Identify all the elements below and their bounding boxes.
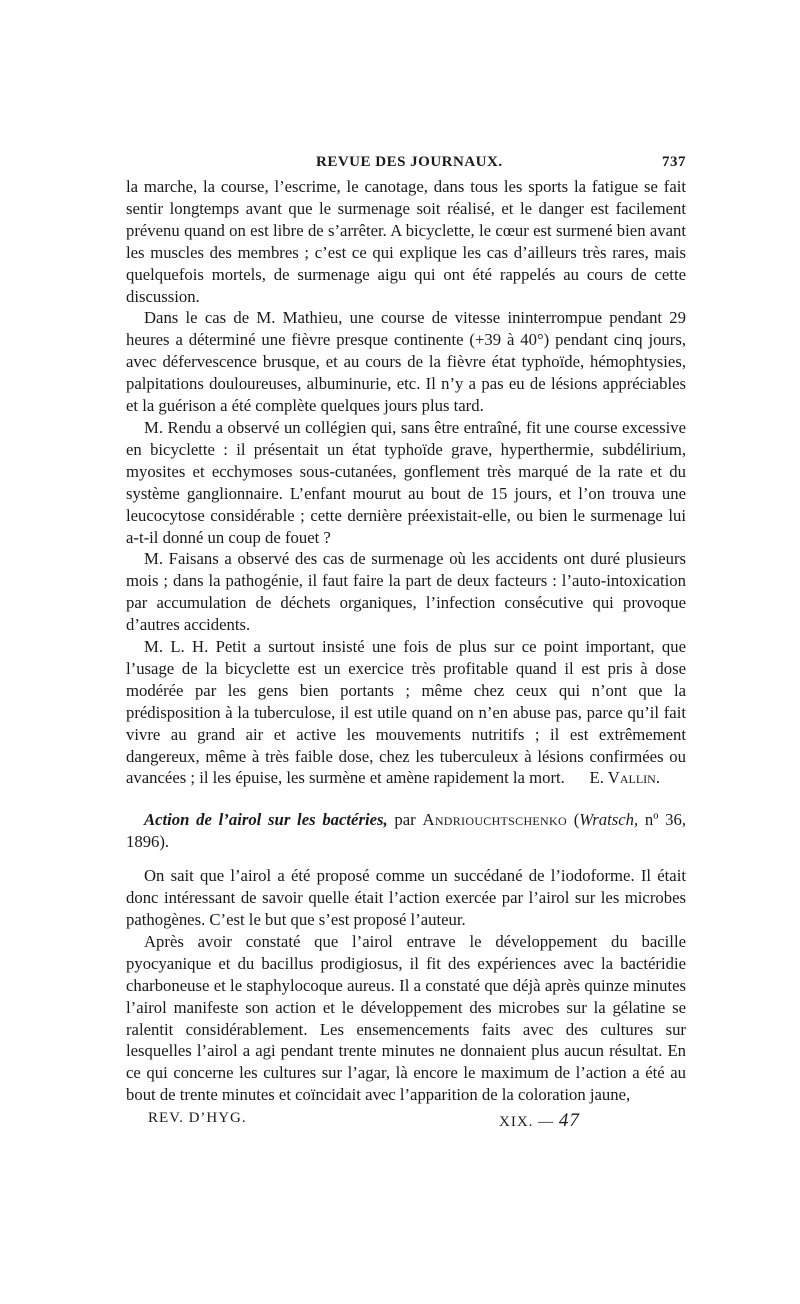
- journal-page: [126, 150, 686, 1132]
- paragraph-continuation: la marche, la course, l’escrime, le canotage, dans tous les sports la fatigue se fait sentir longtemps avant que le surmenage soit réalisé, et le danger est facilement prévenu quand on est libre de s’arrêter. A bicyclette, le cœur est surmené bien avant les muscles des membres ; c’est ce qui explique les cas d’ailleurs très rares, mais quelquefois mortels, de surmenage aigu qui ont été rappelés au cours de cette discussion.: [126, 177, 686, 306]
- running-title: REVUE DES JOURNAUX.: [316, 154, 503, 170]
- footer-volume: XIX. —: [499, 1114, 555, 1131]
- article-author: Andriouchtschenko: [422, 810, 567, 830]
- paragraph-airol-intro: On sait que l’airol a été proposé comme un succédané de l’iodoforme. Il était donc intéressant de savoir quelle était l’action exercée par l’airol sur les microbes pathogènes. C’est le but que s’est proposé l’auteur.: [126, 866, 686, 929]
- paragraph-airol-experiments: Après avoir constaté que l’airol entrave le développement du bacille pyocyanique et du bacillus prodigiosus, il fit des expériences avec la bactéridie charboneuse et le staphylocoque aureus. Il a constaté que déjà après quinze minutes l’airol manifeste son action et le développement des microbes sur la gélatine se ralentit considérablement. Les ensemencements faits avec des cultures sur lesquelles l’airol a agi pendant trente minutes ne donnaient plus aucun résultat. En ce qui concerne les cultures sur l’agar, là encore le maximum de l’action a été au bout de trente minutes et coïncidait avec l’apparition de la coloration jaune,: [126, 931, 686, 1105]
- review-airol: [126, 865, 686, 1106]
- article-journal-rest: nº 36, 1896).: [126, 810, 686, 852]
- paragraph-mathieu: Dans le cas de M. Mathieu, une course de vitesse ininterrompue pendant 29 heures a déterminé une fièvre presque continente (+39 à 40°) pendant cinq jours, avec défervescence brusque, et au cours de la fièvre état typhoïde, hémophtysies, palpitations douloureuses, albuminurie, etc. Il n’y a pas eu de lésions appréciables et la guérison a été complète quelques jours plus tard.: [126, 308, 686, 416]
- paragraph-rendu: M. Rendu a observé un collégien qui, sans être entraîné, fit une course excessive en bicyclette : il présentait un état typhoïde grave, hyperthermie, subdélirium, myosites et ecchymoses sous-cutanées, gonflement très marqué de la rate et du système ganglionnaire. L’enfant mourut au bout de 15 jours, et l’on trouva une leucocytose considérable ; cette dernière préexistait-elle, ou bien le surmenage lui a-t-il donné un coup de fouet ?: [126, 417, 686, 547]
- page-number: 737: [662, 154, 686, 170]
- paragraph-petit: [126, 636, 686, 789]
- review-surmenage: [126, 176, 686, 789]
- footer-journal-abbrev: REV. D’HYG.: [148, 1110, 247, 1127]
- article-journal-open: (: [566, 810, 580, 830]
- footer-sheet-number: 47: [558, 1110, 580, 1132]
- paragraph-faisans: M. Faisans a observé des cas de surmenage où les accidents ont duré plusieurs mois ; dans la pathogénie, il faut faire la part de deux facteurs : l’auto-intoxication par accumulation de déchets organiques, l’infection consécutive qui provoque d’autres accidents.: [126, 549, 686, 635]
- article-heading: [126, 809, 686, 853]
- article-by: par: [387, 810, 423, 830]
- running-head: [126, 150, 686, 176]
- review-signature: E. Vallin.: [589, 768, 660, 788]
- page-footer: [126, 1108, 686, 1132]
- article-title: Action de l’airol sur les bactéries,: [144, 810, 388, 830]
- article-journal: Wratsch,: [579, 810, 639, 830]
- paragraph-petit-text: M. L. H. Petit a surtout insisté une fois de plus sur ce point important, que l’usage de la bicyclette est un exercice très profitable quand il est pris à dose modérée par les gens bien portants ; même chez ceux qui n’ont que la prédisposition à la tuberculose, il est utile quand on n’en abuse pas, parce qu’il fait vivre au grand air et active les mouvements nutritifs ; il est extrêmement dangereux, même à très faible dose, chez les tuberculeux à lésions confirmées ou avancées ; il les épuise, les surmène et amène rapidement la mort.: [126, 637, 686, 788]
- footer-signature-mark: [499, 1110, 580, 1132]
